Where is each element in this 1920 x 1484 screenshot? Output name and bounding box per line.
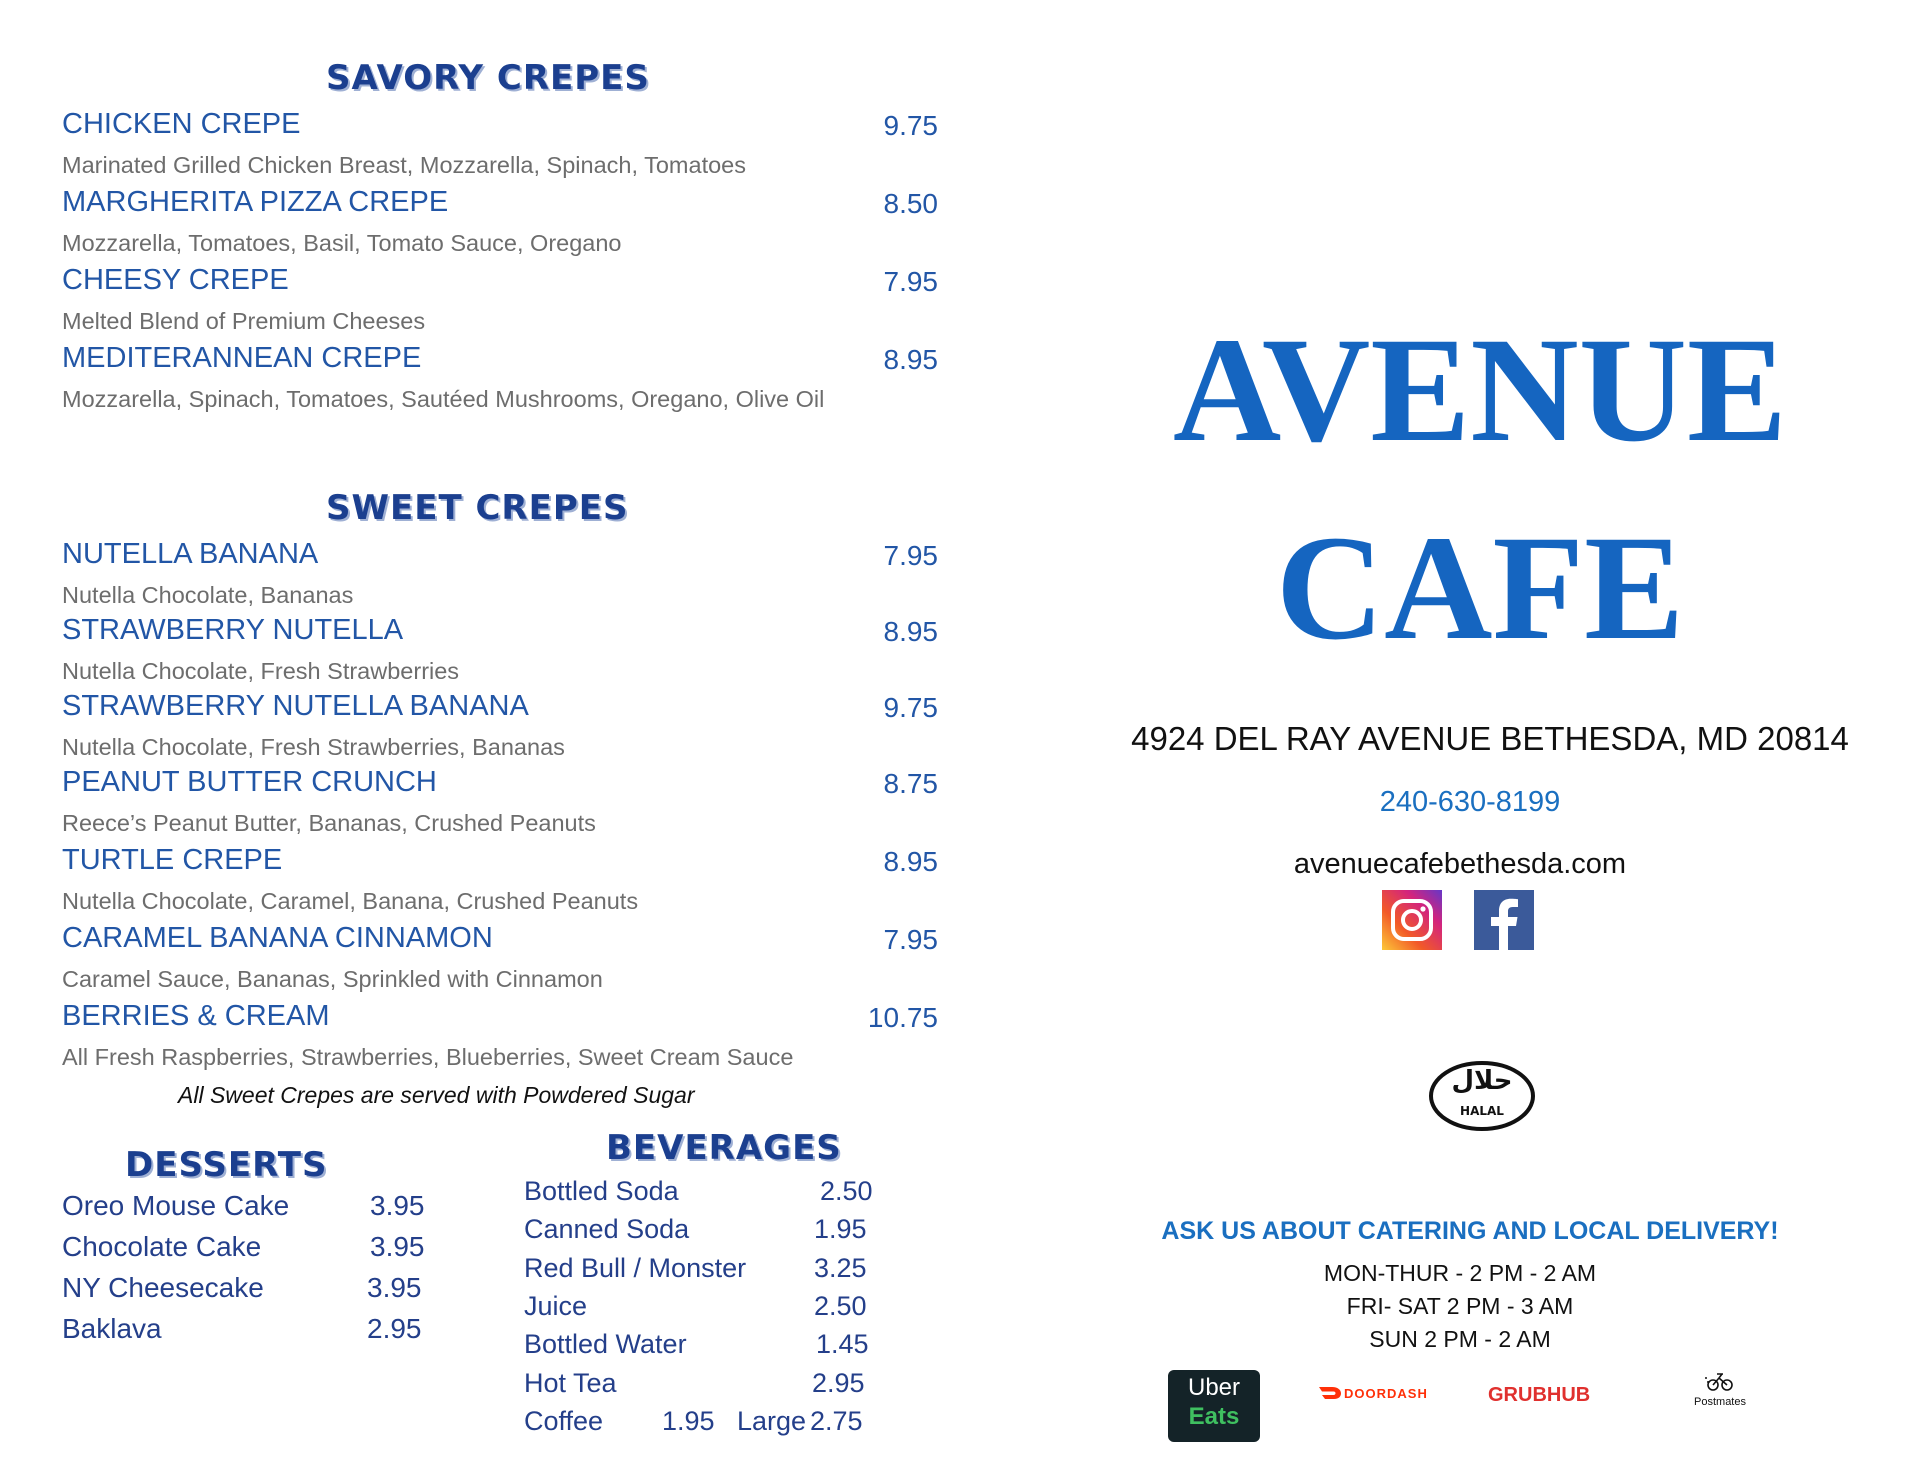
menu-item-name: MEDITERANNEAN CREPE — [62, 342, 422, 374]
beverage-name: Hot Tea — [524, 1368, 617, 1398]
beverage-large-price: 2.75 — [810, 1406, 863, 1436]
instagram-icon[interactable] — [1382, 890, 1442, 950]
halal-arabic-text: حلال — [1451, 1066, 1513, 1096]
menu-item-name: CHICKEN CREPE — [62, 108, 301, 140]
cafe-address: 4924 DEL RAY AVENUE BETHESDA, MD 20814 — [1131, 720, 1849, 757]
doordash-logo — [1318, 1382, 1468, 1406]
menu-item-desc: Nutella Chocolate, Bananas — [62, 582, 354, 608]
menu-item-desc: Nutella Chocolate, Caramel, Banana, Crushed Peanuts — [62, 888, 639, 914]
desserts-heading: DESSERTS — [125, 1145, 328, 1185]
beverage-price: 1.45 — [816, 1329, 869, 1359]
cafe-phone[interactable]: 240-630-8199 — [1379, 786, 1561, 818]
postmates-courier-icon — [1704, 1370, 1734, 1392]
beverage-price: 1.95 — [662, 1406, 715, 1436]
menu-item-name: CHEESY CREPE — [62, 264, 289, 296]
menu-item-desc: Caramel Sauce, Bananas, Sprinkled with Cinnamon — [62, 966, 603, 992]
dessert-name: Chocolate Cake — [62, 1231, 262, 1262]
cafe-name-line2: CAFE — [1275, 505, 1685, 671]
cafe-website[interactable]: avenuecafebethesda.com — [1293, 848, 1627, 880]
beverage-price: 3.25 — [814, 1253, 867, 1283]
menu-item-price: 7.95 — [883, 266, 938, 297]
dessert-price: 3.95 — [370, 1231, 425, 1262]
halal-label: HALAL — [1460, 1104, 1504, 1118]
menu-item-name: BERRIES & CREAM — [62, 1000, 330, 1032]
uber-eats-logo — [1168, 1370, 1260, 1442]
menu-item-name: PEANUT BUTTER CRUNCH — [62, 766, 437, 798]
cafe-name-line1: AVENUE — [1172, 307, 1788, 473]
postmates-text: Postmates — [1694, 1396, 1746, 1408]
beverage-name: Juice — [524, 1291, 588, 1321]
dessert-price: 3.95 — [367, 1272, 422, 1303]
menu-item-price: 7.95 — [883, 540, 938, 571]
menu-item-price: 10.75 — [867, 1002, 938, 1033]
beverage-name: Red Bull / Monster — [524, 1253, 747, 1283]
doordash-text: DOORDASH — [1344, 1386, 1428, 1401]
beverage-price: 1.95 — [814, 1214, 867, 1244]
menu-item-desc: All Fresh Raspberries, Strawberries, Blueberries, Sweet Cream Sauce — [62, 1044, 794, 1070]
menu-item-name: MARGHERITA PIZZA CREPE — [62, 186, 449, 218]
menu-item-desc: Melted Blend of Premium Cheeses — [62, 308, 426, 334]
menu-item-price: 8.95 — [883, 616, 938, 647]
beverage-large-label: Large — [737, 1406, 807, 1436]
menu-item-name: STRAWBERRY NUTELLA — [62, 614, 404, 646]
menu-item-price: 8.75 — [883, 768, 938, 799]
dessert-price: 3.95 — [370, 1190, 425, 1221]
halal-logo — [1428, 1060, 1536, 1132]
menu-item-desc: Nutella Chocolate, Fresh Strawberries, Bananas — [62, 734, 565, 760]
menu-item-price: 8.50 — [883, 188, 938, 219]
menu-item-name: NUTELLA BANANA — [62, 538, 319, 570]
menu-item-price: 8.95 — [883, 344, 938, 375]
catering-banner: ASK US ABOUT CATERING AND LOCAL DELIVERY! — [1161, 1217, 1779, 1245]
dessert-price: 2.95 — [367, 1313, 422, 1344]
menu-item-price: 9.75 — [883, 110, 938, 141]
menu-item-name: TURTLE CREPE — [62, 844, 283, 876]
beverage-name: Bottled Water — [524, 1329, 687, 1359]
beverage-price: 2.50 — [814, 1291, 867, 1321]
beverage-price: 2.50 — [820, 1176, 873, 1206]
beverage-name: Coffee — [524, 1406, 604, 1436]
menu-item-desc: Marinated Grilled Chicken Breast, Mozzarella, Spinach, Tomatoes — [62, 152, 746, 178]
menu-item-price: 8.95 — [883, 846, 938, 877]
dessert-name: Oreo Mouse Cake — [62, 1190, 290, 1221]
uber-eats-line2: Eats — [1188, 1403, 1240, 1430]
grubhub-text: GRUBHUB — [1488, 1384, 1591, 1406]
uber-eats-line1: Uber — [1187, 1374, 1241, 1401]
hours-line: MON-THUR - 2 PM - 2 AM — [1323, 1260, 1597, 1286]
beverage-name: Bottled Soda — [524, 1176, 679, 1206]
menu-item-desc: Mozzarella, Tomatoes, Basil, Tomato Sauce, Oregano — [62, 230, 622, 256]
hours-line: FRI- SAT 2 PM - 3 AM — [1346, 1293, 1574, 1319]
menu-item-name: CARAMEL BANANA CINNAMON — [62, 922, 493, 954]
menu-item-desc: Mozzarella, Spinach, Tomatoes, Sautéed Mushrooms, Oregano, Olive Oil — [62, 386, 825, 412]
beverages-heading: BEVERAGES — [606, 1128, 842, 1168]
facebook-icon[interactable] — [1474, 890, 1534, 950]
dessert-name: NY Cheesecake — [62, 1272, 264, 1303]
beverage-price: 2.95 — [812, 1368, 865, 1398]
grubhub-logo — [1488, 1382, 1598, 1412]
savory-heading: SAVORY CREPES — [326, 58, 650, 98]
dessert-name: Baklava — [62, 1313, 162, 1344]
beverage-name: Canned Soda — [524, 1214, 690, 1244]
menu-item-price: 7.95 — [883, 924, 938, 955]
hours-line: SUN 2 PM - 2 AM — [1369, 1326, 1551, 1352]
menu-item-desc: Reece’s Peanut Butter, Bananas, Crushed Peanuts — [62, 810, 596, 836]
menu-item-desc: Nutella Chocolate, Fresh Strawberries — [62, 658, 460, 684]
menu-item-price: 9.75 — [883, 692, 938, 723]
menu-item-name: STRAWBERRY NUTELLA BANANA — [62, 690, 529, 722]
sweet-heading: SWEET CREPES — [326, 488, 629, 528]
sweet-crepes-note: All Sweet Crepes are served with Powdered Sugar — [178, 1082, 695, 1108]
doordash-icon — [1318, 1386, 1342, 1400]
postmates-logo — [1680, 1370, 1760, 1414]
